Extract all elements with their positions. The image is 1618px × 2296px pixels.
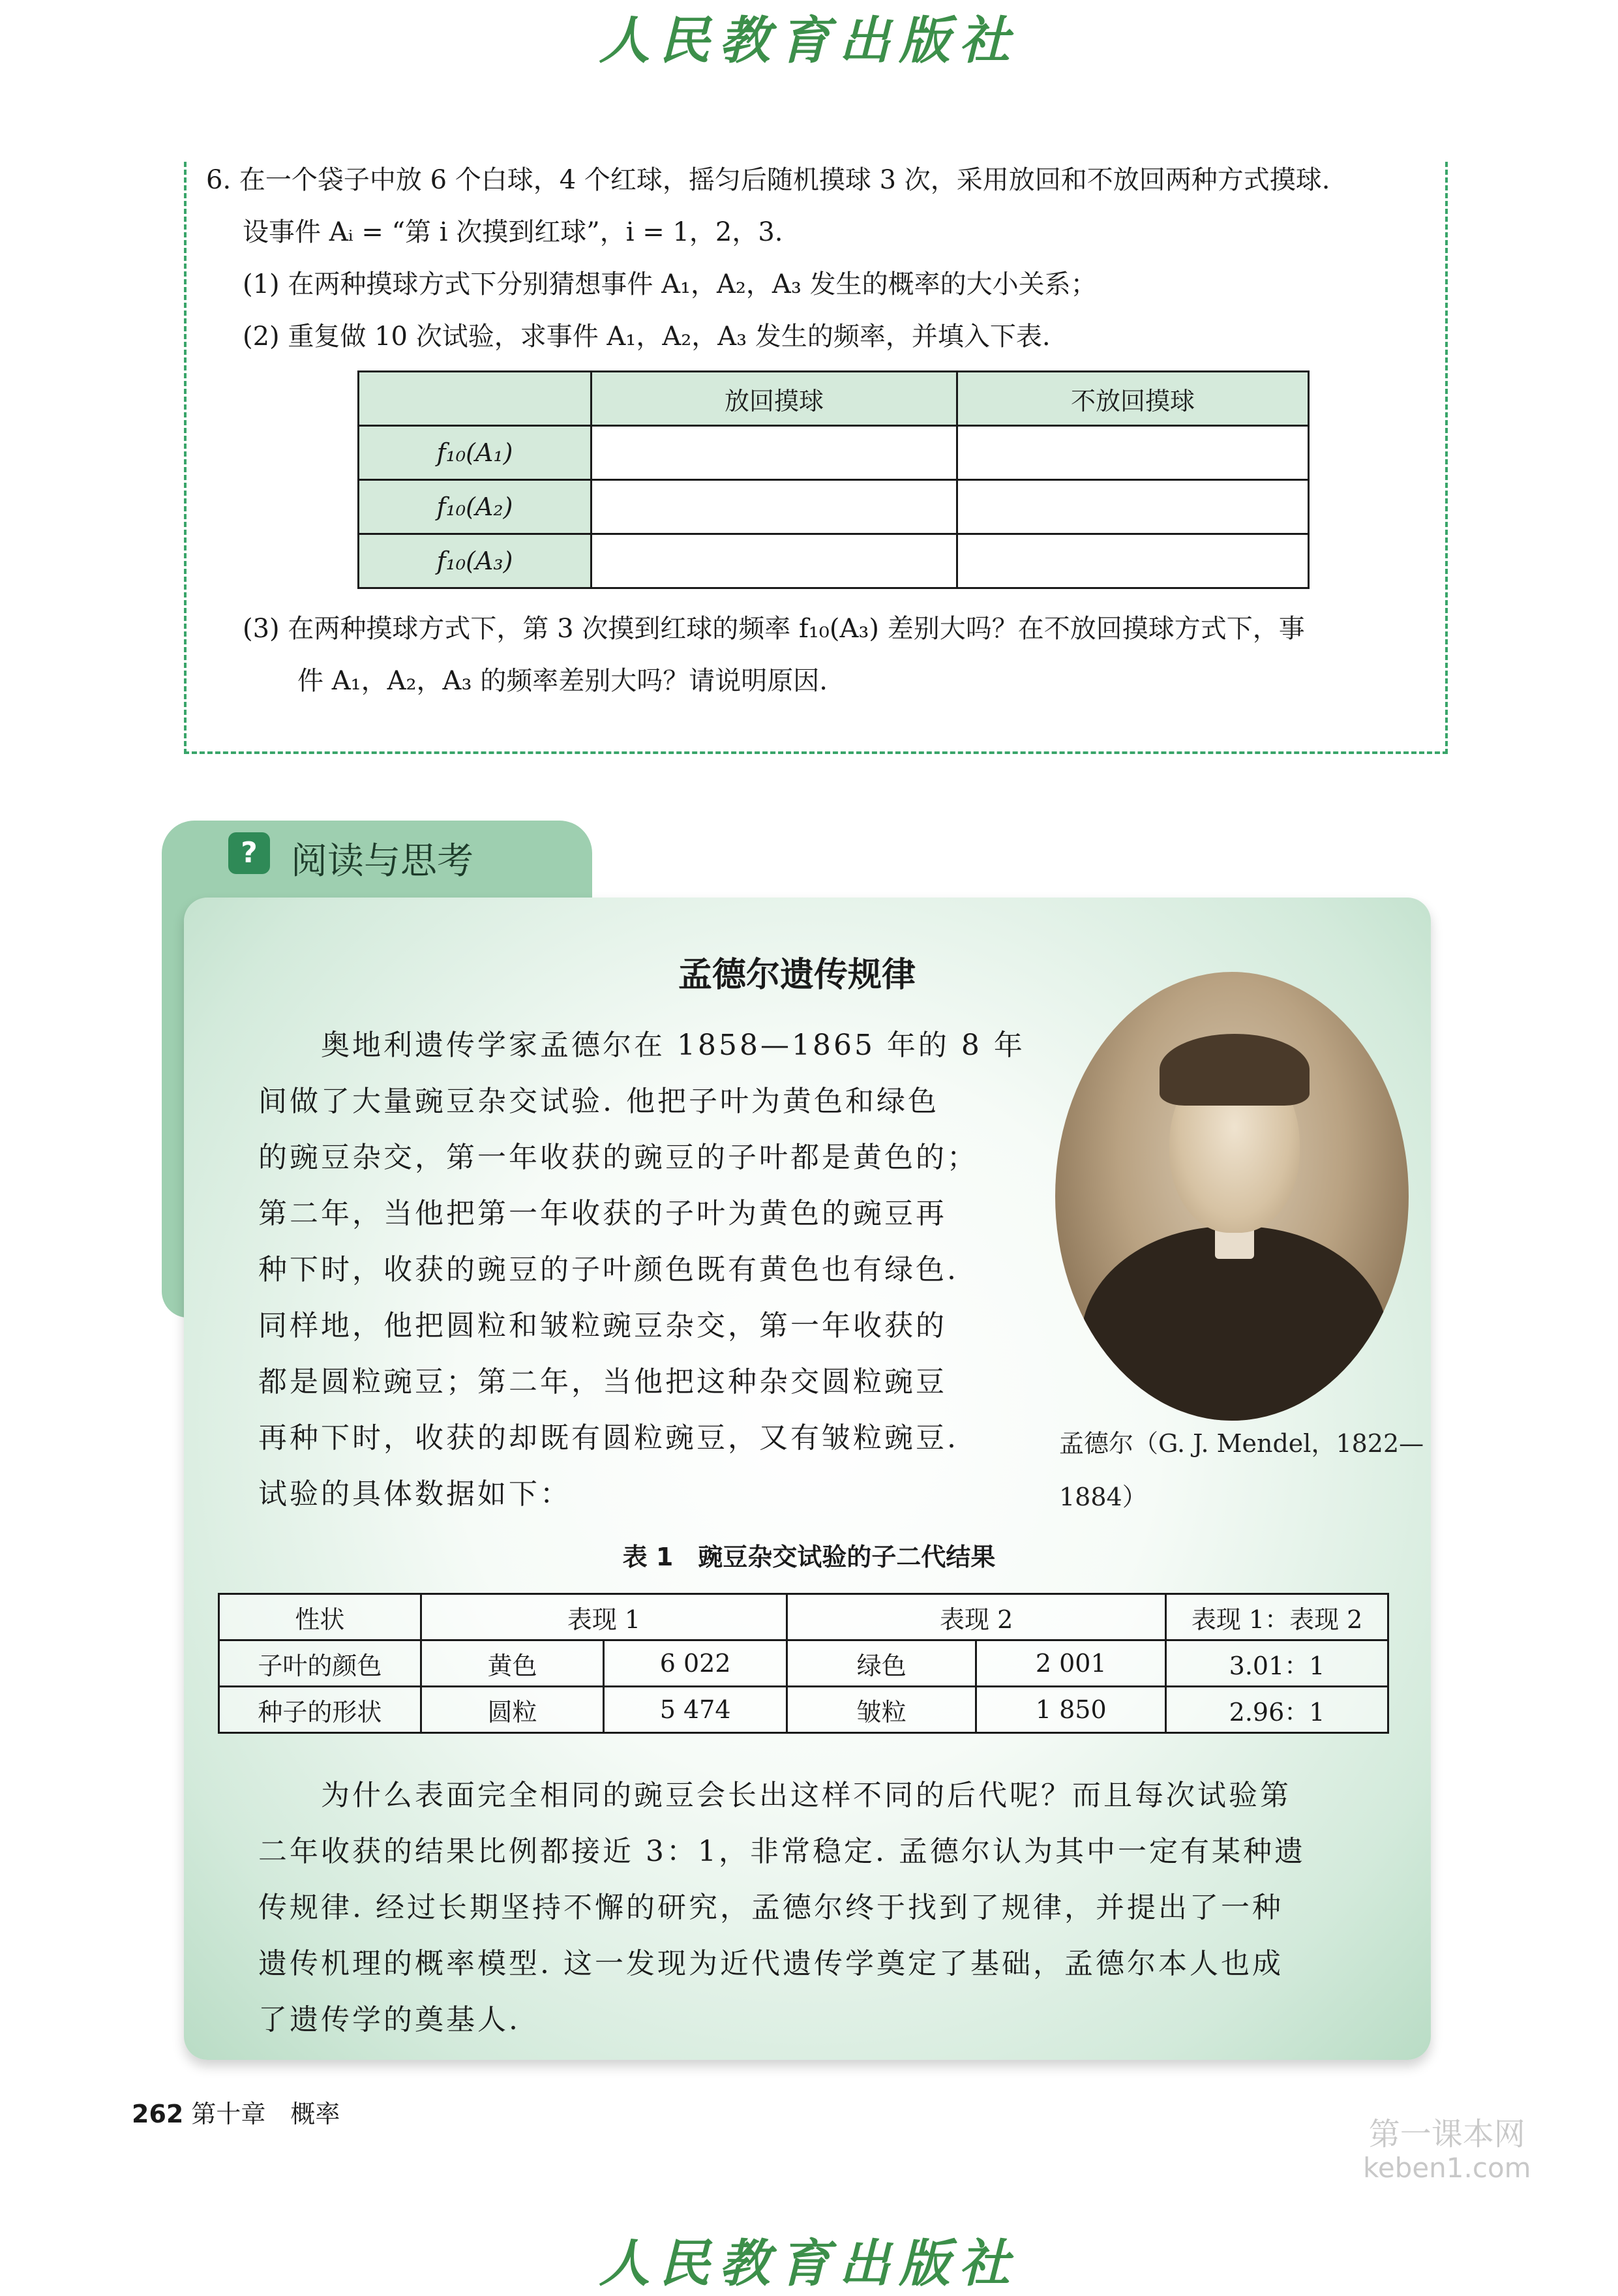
table-row xyxy=(219,1640,1388,1687)
text-line: 同样地，他把圆粒和皱粒豌豆杂交，第一年收获的 xyxy=(258,1309,947,1342)
table1-title: 表 1 豌豆杂交试验的子二代结果 xyxy=(622,1543,996,1571)
exercise-line: (3) 在两种摸球方式下，第 3 次摸到红球的频率 f₁₀(A₃) 差别大吗？在不放回摸球方式下，事 xyxy=(243,614,1305,644)
text-line: 为什么表面完全相同的豌豆会长出这样不同的后代呢？而且每次试验第 xyxy=(258,1779,1291,1812)
table-row xyxy=(359,480,1309,534)
text-line: 间做了大量豌豆杂交试验. 他把子叶为黄色和绿色 xyxy=(258,1085,939,1118)
row-label: f₁₀(A₃) xyxy=(359,534,592,588)
pea-results-table xyxy=(218,1593,1389,1734)
blank-cell xyxy=(592,480,957,534)
trait-cell: 种子的形状 xyxy=(219,1687,421,1733)
table-header-row xyxy=(219,1594,1388,1640)
table-header-cell: 性状 xyxy=(219,1594,421,1640)
table-header-cell: 放回摸球 xyxy=(592,372,957,426)
table-row xyxy=(359,534,1309,588)
blank-cell xyxy=(957,426,1309,480)
frequency-table xyxy=(357,370,1310,589)
count-cell: 6 022 xyxy=(604,1640,787,1687)
count-cell: 2 001 xyxy=(976,1640,1166,1687)
ratio-cell: 3.01：1 xyxy=(1166,1640,1388,1687)
ratio-cell: 2.96：1 xyxy=(1166,1687,1388,1733)
exercise-line: 6. 在一个袋子中放 6 个白球，4 个红球，摇匀后随机摸球 3 次，采用放回和不放回两种方式摸球. xyxy=(206,165,1330,195)
reading-paragraph-1 xyxy=(258,1018,1025,1522)
table-header-cell: 表现 2 xyxy=(787,1594,1166,1640)
reading-title: 孟德尔遗传规律 xyxy=(678,956,916,995)
site-watermark xyxy=(1363,2117,1531,2185)
exercise-line: 件 A₁，A₂，A₃ 的频率差别大吗？请说明原因. xyxy=(297,666,828,696)
expression-cell: 绿色 xyxy=(787,1640,976,1687)
publisher-logo-bottom: 人民教育出版社 xyxy=(599,2234,1019,2293)
blank-cell xyxy=(957,534,1309,588)
expression-cell: 圆粒 xyxy=(421,1687,603,1733)
table-row xyxy=(219,1687,1388,1733)
blank-cell xyxy=(592,426,957,480)
blank-cell xyxy=(592,534,957,588)
text-line: 的豌豆杂交，第一年收获的豌豆的子叶都是黄色的； xyxy=(258,1141,978,1174)
reading-paragraph-2 xyxy=(258,1768,1306,2048)
text-line: 都是圆粒豌豆；第二年，当他把这种杂交圆粒豌豆 xyxy=(258,1365,947,1398)
portrait-hair xyxy=(1160,1034,1310,1106)
row-label: f₁₀(A₂) xyxy=(359,480,592,534)
question-book-icon: ? xyxy=(228,832,270,874)
table-row xyxy=(359,426,1309,480)
text-line: 奥地利遗传学家孟德尔在 1858—1865 年的 8 年 xyxy=(258,1029,1025,1062)
text-line: 二年收获的结果比例都接近 3：1，非常稳定. 孟德尔认为其中一定有某种遗 xyxy=(258,1835,1306,1868)
expression-cell: 黄色 xyxy=(421,1640,603,1687)
text-line: 了遗传学的奠基人. xyxy=(258,2003,520,2036)
caption-line: 孟德尔（G. J. Mendel，1822— xyxy=(1059,1429,1424,1458)
text-line: 传规律. 经过长期坚持不懈的研究，孟德尔终于找到了规律，并提出了一种 xyxy=(258,1891,1283,1924)
text-line: 遗传机理的概率模型. 这一发现为近代遗传学奠定了基础，孟德尔本人也成 xyxy=(258,1947,1283,1980)
text-line: 再种下时，收获的却既有圆粒豌豆，又有皱粒豌豆. xyxy=(258,1421,959,1455)
table-header-cell: 不放回摸球 xyxy=(957,372,1309,426)
exercise-line: (1) 在两种摸球方式下分别猜想事件 A₁，A₂，A₃ 发生的概率的大小关系； xyxy=(243,269,1097,299)
page-number: 262 xyxy=(132,2100,184,2128)
page-footer xyxy=(132,2094,340,2130)
caption-line: 1884） xyxy=(1059,1483,1147,1511)
text-line: 试验的具体数据如下： xyxy=(258,1477,571,1511)
reading-tab-label: 阅读与思考 xyxy=(291,840,473,883)
count-cell: 1 850 xyxy=(976,1687,1166,1733)
table-header-cell: 表现 1 xyxy=(421,1594,787,1640)
row-label: f₁₀(A₁) xyxy=(359,426,592,480)
exercise-line: (2) 重复做 10 次试验，求事件 A₁，A₂，A₃ 发生的频率，并填入下表. xyxy=(243,322,1051,352)
table-header-cell: 表现 1：表现 2 xyxy=(1166,1594,1388,1640)
text-line: 第二年，当他把第一年收获的子叶为黄色的豌豆再 xyxy=(258,1197,947,1230)
watermark-line: 第一课本网 xyxy=(1368,2116,1525,2152)
blank-cell xyxy=(957,480,1309,534)
expression-cell: 皱粒 xyxy=(787,1687,976,1733)
watermark-line: keben1.com xyxy=(1363,2152,1531,2184)
portrait-caption xyxy=(1059,1417,1424,1524)
table-header-row xyxy=(359,372,1309,426)
table-header-cell xyxy=(359,372,592,426)
exercise-line: 设事件 Aᵢ = “第 i 次摸到红球”，i = 1，2，3. xyxy=(243,217,783,247)
text-line: 种下时，收获的豌豆的子叶颜色既有黄色也有绿色. xyxy=(258,1253,959,1286)
count-cell: 5 474 xyxy=(604,1687,787,1733)
mendel-portrait xyxy=(1055,972,1409,1421)
publisher-logo-top: 人民教育出版社 xyxy=(599,11,1019,70)
trait-cell: 子叶的颜色 xyxy=(219,1640,421,1687)
chapter-label: 第十章 概率 xyxy=(191,2100,340,2128)
